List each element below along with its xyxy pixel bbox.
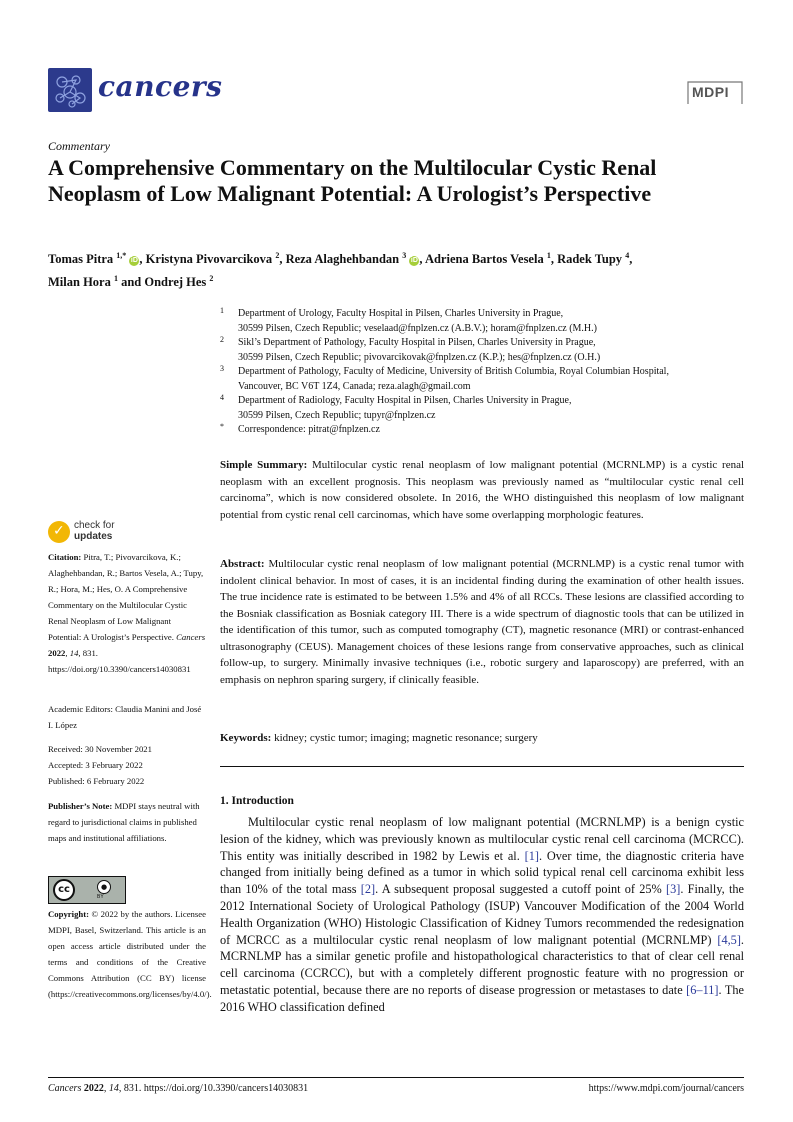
affiliation-number: *	[220, 422, 224, 431]
journal-name: cancers	[98, 70, 223, 103]
author-separator: ,	[139, 252, 146, 267]
intro-text: . Over time, the diagnostic criteria have changed from initially being defined as a tumor in which solid typical renal cell carcinoma exhibit less than 10% of the total mass	[220, 848, 744, 897]
reference-link[interactable]: [2]	[360, 882, 376, 897]
author-separator: ,	[550, 252, 558, 267]
author-name: Ondrej Hes	[144, 275, 207, 290]
author-affiliation-sup: 4	[625, 251, 630, 260]
footer-journal: Cancers	[48, 1083, 82, 1094]
publisher-logo	[686, 80, 744, 106]
author-affiliation-sup: 2	[275, 251, 280, 260]
affiliation-line: Sikl’s Department of Pathology, Faculty Hospital in Pilsen, Charles University in Prague,	[238, 337, 596, 348]
keywords-text: kidney; cystic tumor; imaging; magnetic resonance; surgery	[274, 732, 538, 744]
footer-year: 2022	[83, 1083, 104, 1094]
simple-summary-text: Multilocular cystic renal neoplasm of low malignant potential (MCRNLMP) is a cystic renal neoplasm with an excellent prognosis. This neoplasm was previously named as “multilocular cystic renal cell carcinoma”, which is now considered obsolete. In 2016, the WHO distinguished this neoplasm of low malignant potential from cystic renal cell carcinomas, which have some overlapping morphologic features.	[220, 459, 745, 521]
cc-by-license-badge[interactable]	[48, 876, 126, 904]
cc-icon: cc	[53, 879, 75, 901]
check-updates-icon: ✓	[48, 521, 70, 543]
reference-link[interactable]: [6–11]	[686, 982, 719, 997]
reference-link[interactable]: [1]	[524, 848, 539, 863]
simple-summary-label: Simple Summary:	[220, 459, 308, 471]
footer-doi[interactable]: , 831. https://doi.org/10.3390/cancers14030831	[118, 1083, 309, 1094]
footer-divider	[48, 1077, 744, 1078]
copyright-label: Copyright:	[48, 909, 90, 919]
affiliation-line: Correspondence: pitrat@fnplzen.cz	[238, 424, 380, 435]
section-divider	[220, 766, 744, 767]
citation-text: Pitra, T.; Pivovarcikova, K.; Alaghehbandan, R.; Bartos Vesela, A.; Tupy, R.; Hora, M.; Hes, O. A Comprehensive Commentary on the Multilocular Cystic Renal Neoplasm of Low Malignant Potential: A Urologist’s Perspective.	[48, 552, 204, 642]
affiliation-item	[220, 365, 750, 394]
author-separator: and	[117, 275, 145, 290]
publisher-note-label: Publisher’s Note:	[48, 801, 113, 811]
cc-by-label: BY	[97, 894, 104, 900]
affiliation-line: 30599 Pilsen, Czech Republic; tupyr@fnplzen.cz	[238, 409, 436, 421]
affiliation-item	[220, 423, 750, 438]
footer-citation: Cancers 2022, 14, 831. https://doi.org/10.3390/cancers14030831	[48, 1083, 309, 1094]
check-updates-line1: check for	[74, 520, 115, 531]
keywords-label: Keywords:	[220, 732, 272, 744]
footer-volume: 14	[108, 1083, 119, 1094]
affiliation-number: 2	[220, 335, 224, 344]
author-affiliation-sup: 1,*	[116, 251, 127, 260]
footer-journal-url[interactable]: https://www.mdpi.com/journal/cancers	[588, 1083, 744, 1094]
article-type: Commentary	[48, 139, 110, 153]
author-affiliation-sup: 3	[402, 251, 407, 260]
affiliation-item	[220, 336, 750, 365]
intro-heading: 1. Introduction	[220, 795, 294, 807]
author-separator: ,	[279, 252, 286, 267]
citation-volume: 14	[69, 648, 79, 658]
affiliation-number: 4	[220, 393, 224, 402]
intro-text: . Finally, the 2012 International Society of Urological Pathology (ISUP) Vancouver Modification of the 2004 World Health Organization (WHO) Histologic Classification of Kidney Tumors recommended the redesignation of MCRCC as a multilocular cystic renal neoplasm of low malignant potential (MCRNLMP)	[220, 882, 744, 947]
simple-summary	[220, 457, 744, 523]
author-affiliation-sup: 1	[113, 274, 118, 284]
reference-link[interactable]: [4,5]	[717, 932, 741, 947]
citation-year: 2022	[48, 648, 66, 658]
author-separator: ,	[629, 252, 633, 267]
orcid-icon[interactable]: iD	[130, 257, 138, 265]
dates	[48, 741, 206, 789]
author-affiliation-sup: 2	[209, 274, 214, 284]
author-name: Reza Alaghehbandan	[285, 252, 400, 267]
author-name: Adriena Bartos Vesela	[424, 252, 544, 267]
affiliation-line: Department of Urology, Faculty Hospital in Pilsen, Charles University in Prague,	[238, 308, 564, 319]
affiliation-number: 3	[220, 364, 224, 373]
affiliation-line: 30599 Pilsen, Czech Republic; pivovarcikovak@fnplzen.cz (K.P.); hes@fnplzen.cz (O.H.)	[238, 351, 601, 363]
received-date: Received: 30 November 2021	[48, 744, 152, 754]
intro-text: . The 2016 WHO classification defined	[220, 982, 744, 1014]
abstract	[220, 556, 744, 688]
author-name: Milan Hora	[48, 275, 111, 290]
journal-logo-icon	[48, 68, 92, 112]
abstract-text: Multilocular cystic renal neoplasm of low malignant potential (MCRNLMP) is a cystic renal tumor with indolent clinical behavior. In most of cases, it is an incidental finding during the examination of other health issues. The true incidence rate is estimated to be between 1.5% and 4% of all RCCs. These lesions are classified according to the Bosniak classification as Bosniak category III. There is a wide spectrum of diagnostic tools that can be utilized in the identification of this tumor, such as computed tomography (CT), magnetic resonance (MRI) or contrast-enhanced ultrasonography (CEUS). Management choices of these lesions range from conservative approaches, such as clinical follow-up, to surgery. Minimally invasive techniques (i.e., robotic surgery and laparoscopy) are preferred, with an emphasis on nephron sparing surgery, if clinically feasible.	[220, 558, 745, 686]
orcid-icon[interactable]: iD	[410, 257, 418, 265]
accepted-date: Accepted: 3 February 2022	[48, 760, 143, 770]
affiliation-line: Department of Radiology, Faculty Hospital in Pilsen, Charles University in Prague,	[238, 395, 572, 406]
published-date: Published: 6 February 2022	[48, 776, 145, 786]
citation-journal: Cancers	[176, 632, 206, 642]
publisher-name: MDPI	[692, 84, 729, 100]
intro-paragraph	[220, 814, 744, 1016]
affiliation-number: 1	[220, 306, 224, 315]
intro-text: Multilocular cystic renal neoplasm of low malignant potential (MCRNLMP) is a benign cystic lesion of the kidney, which was previously known as multilocular cystic renal cell carcinoma (MCRCC). This entity was initially described in 1982 by Lewis et al.	[220, 815, 744, 863]
author-separator: ,	[419, 252, 425, 267]
article-title: A Comprehensive Commentary on the Multilocular Cystic Renal Neoplasm of Low Malignant Potential: A Urologist’s Perspective	[48, 155, 657, 206]
affiliation-line: 30599 Pilsen, Czech Republic; veselaad@fnplzen.cz (A.B.V.); horam@fnplzen.cz (M.H.)	[238, 322, 597, 334]
author-name: Tomas Pitra	[48, 252, 114, 267]
academic-editors: Academic Editors: Claudia Manini and José I. López	[48, 704, 202, 730]
abstract-label: Abstract:	[220, 558, 265, 570]
affiliation-line: Vancouver, BC V6T 1Z4, Canada; reza.alagh@gmail.com	[238, 380, 471, 392]
affiliation-line: Department of Pathology, Faculty of Medicine, University of British Columbia, Royal Columbian Hospital,	[238, 366, 669, 377]
author-name: Radek Tupy	[557, 252, 623, 267]
citation-label: Citation:	[48, 552, 82, 562]
publisher-note	[48, 798, 206, 846]
affiliation-item	[220, 394, 750, 423]
check-updates-line2: updates	[74, 531, 113, 542]
author-list	[48, 246, 738, 292]
affiliation-item	[220, 307, 750, 336]
person-icon: ●	[97, 880, 111, 894]
citation: Citation: Pitra, T.; Pivovarcikova, K.; Alaghehbandan, R.; Bartos Vesela, A.; Tupy, R.; Hora, M.; Hes, O. A Comprehensive Commentary on the Multilocular Cystic Renal Neoplasm of Low Malignant Potential: A Urologist’s Perspective. Cancers 2022, 14, 831. https://doi.org/10.3390/cancers14030831	[48, 552, 206, 674]
copyright-text: © 2022 by the authors. Licensee MDPI, Basel, Switzerland. This article is an open access article distributed under the terms and conditions of the Creative Commons Attribution (CC BY) license (https://creativecommons.org/licenses/by/4.0/).	[48, 909, 212, 999]
check-for-updates-button[interactable]	[48, 519, 168, 547]
citation-doi[interactable]: , 831. https://doi.org/10.3390/cancers14030831	[48, 648, 191, 674]
affiliations	[220, 307, 750, 438]
intro-text: . A subsequent proposal suggested a cutoff point of 25%	[375, 882, 666, 897]
reference-link[interactable]: [3]	[666, 882, 681, 897]
keywords	[220, 730, 744, 747]
intro-text: . MCRNLMP has a similar genetic profile and histopathological characteristics to that of clear cell renal cell carcinoma (CCRCC), but with a completely different prognostic feature with no progression or metastatic potential, because there are no reports of disease progression or metastases to date	[220, 932, 744, 997]
publisher-note-text: MDPI stays neutral with regard to jurisdictional claims in published maps and institutional affiliations.	[48, 801, 200, 843]
copyright	[48, 906, 212, 1002]
author-affiliation-sup: 1	[546, 251, 551, 260]
author-name: Kristyna Pivovarcikova	[145, 252, 273, 267]
